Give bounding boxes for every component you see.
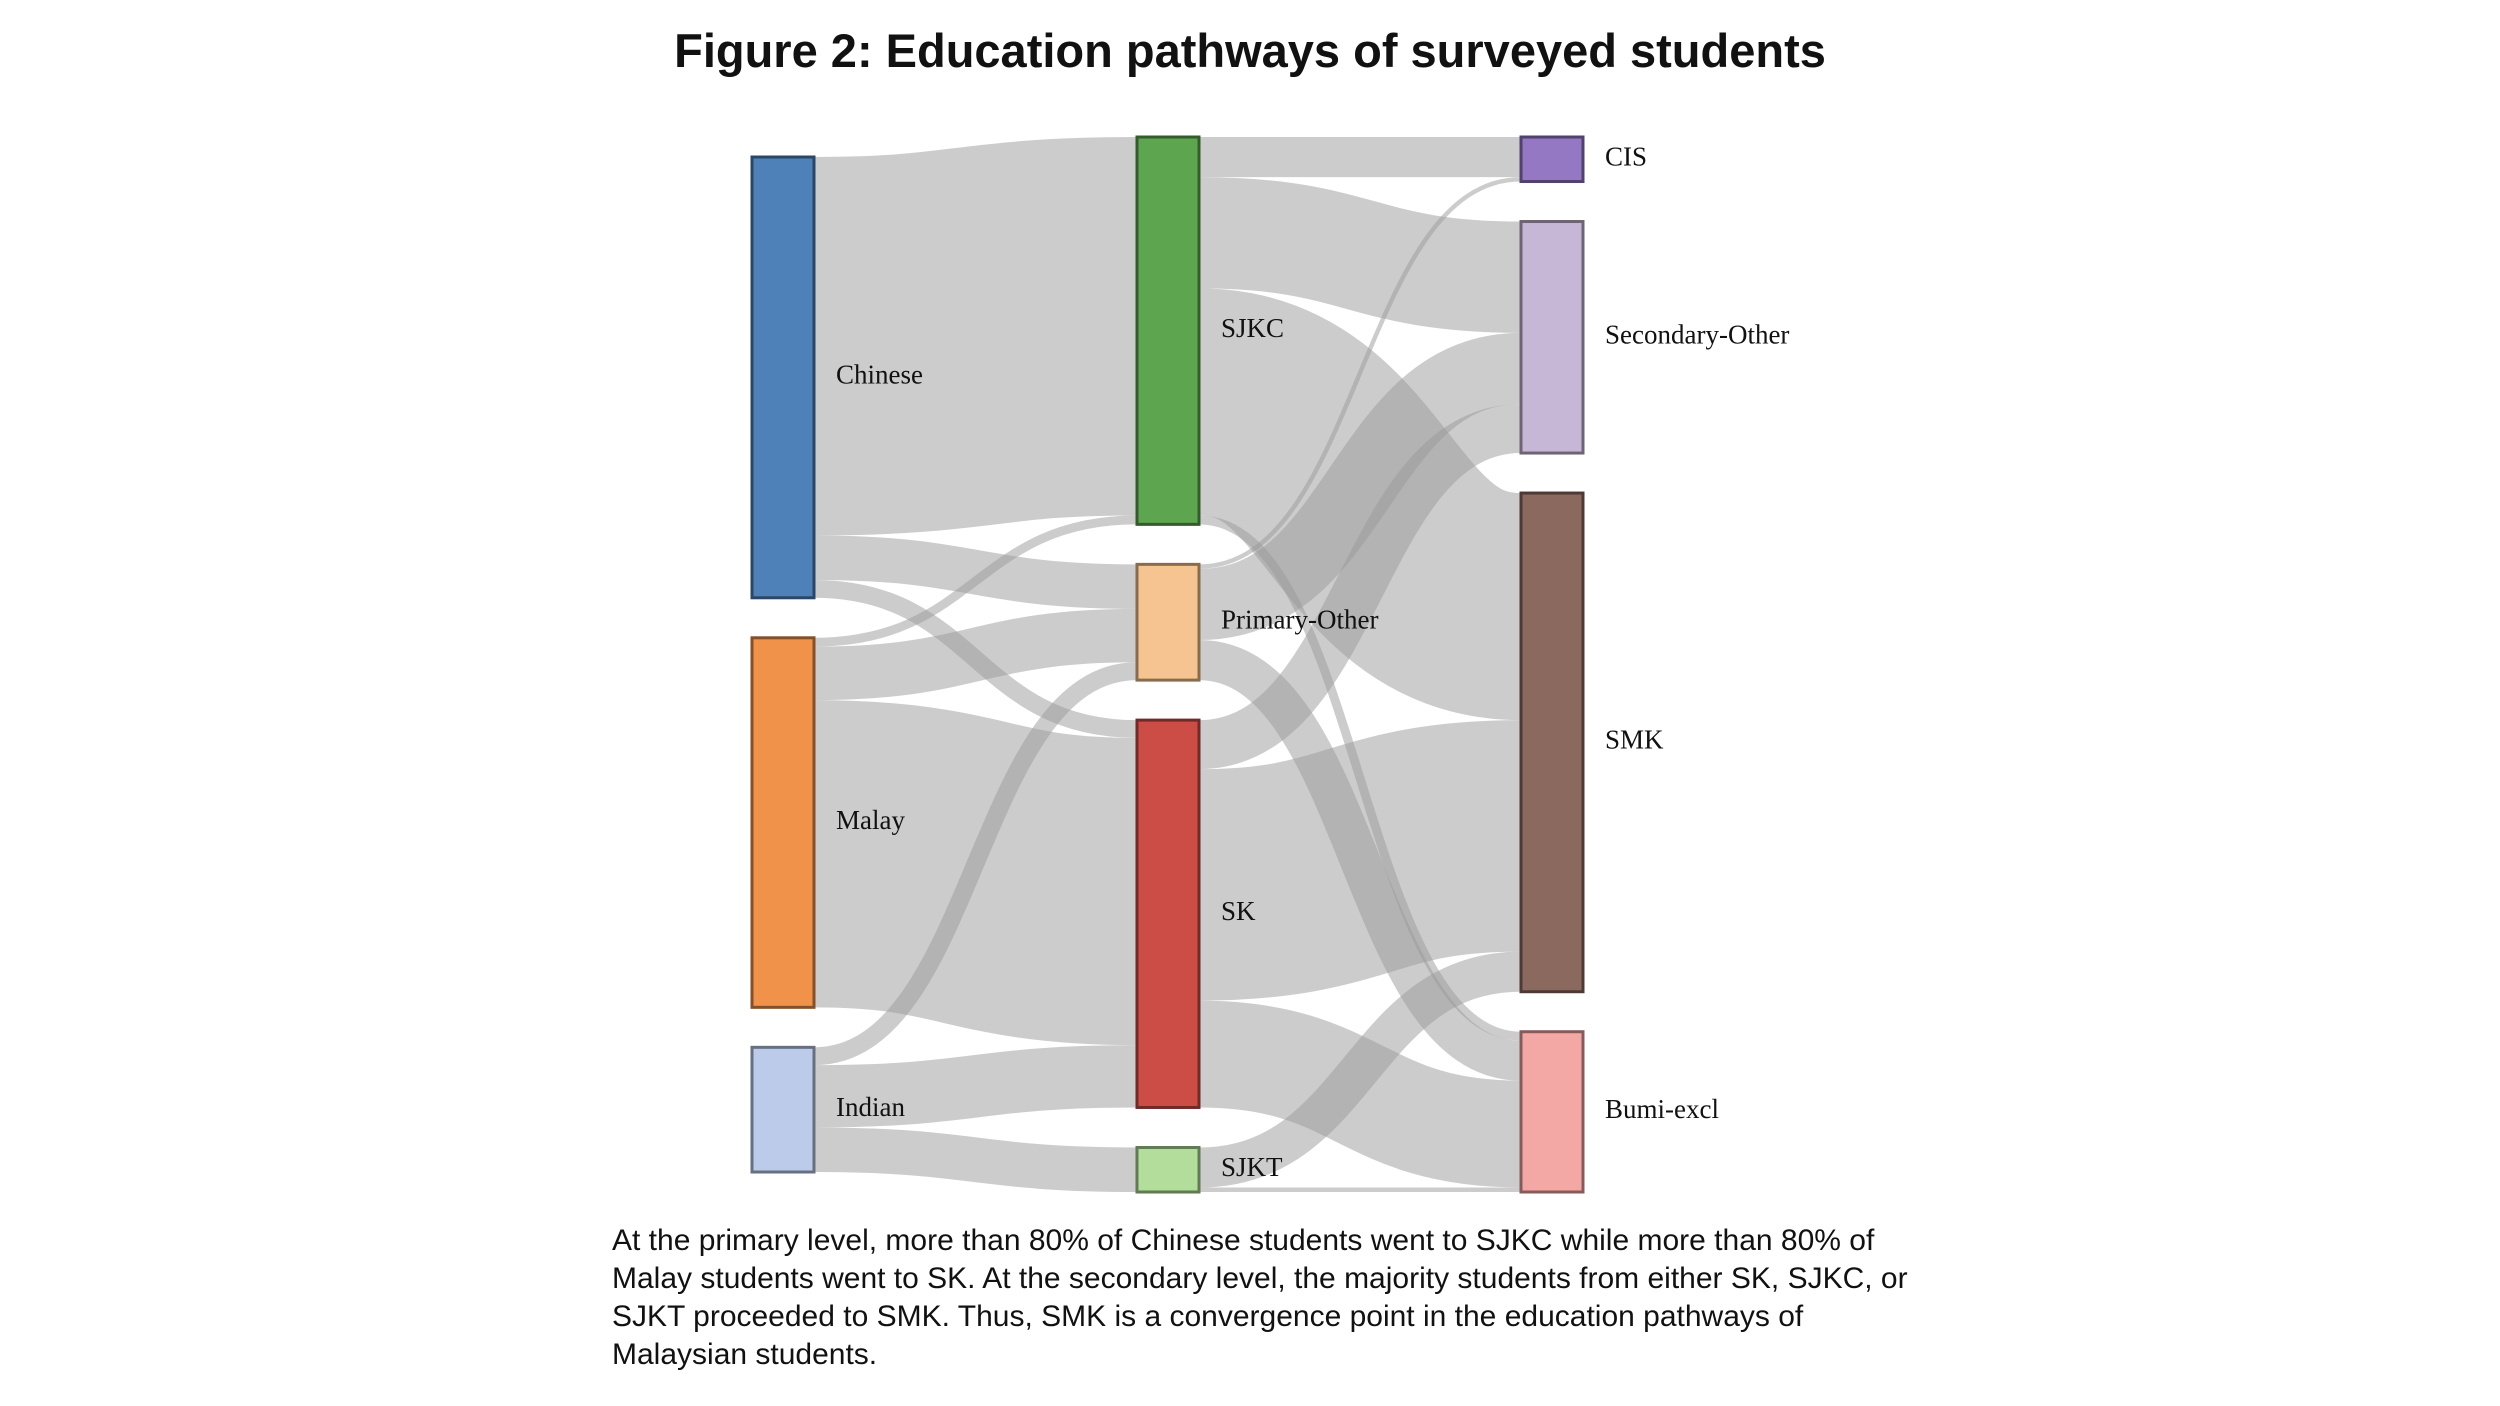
node-sk bbox=[1137, 720, 1199, 1107]
node-label-sjkc: SJKC bbox=[1221, 312, 1285, 343]
node-label-primary-other: Primary-Other bbox=[1221, 604, 1379, 635]
node-primary-other bbox=[1137, 564, 1199, 680]
link-sjkc-to-secondary-other bbox=[1199, 233, 1521, 277]
node-bumi-excl bbox=[1521, 1032, 1583, 1192]
link-chinese-to-sjkc bbox=[814, 326, 1137, 346]
node-sjkt bbox=[1137, 1147, 1199, 1192]
node-label-sk: SK bbox=[1221, 896, 1256, 927]
node-malay bbox=[752, 638, 814, 1008]
node-label-sjkt: SJKT bbox=[1221, 1151, 1283, 1182]
node-label-indian: Indian bbox=[836, 1091, 905, 1122]
node-label-smk: SMK bbox=[1605, 724, 1664, 755]
node-label-malay: Malay bbox=[836, 804, 905, 835]
link-sk-to-smk bbox=[1199, 836, 1521, 885]
node-sjkc bbox=[1137, 137, 1199, 524]
figure-title: Figure 2: Education pathways of surveyed students bbox=[674, 24, 1826, 77]
node-label-cis: CIS bbox=[1605, 141, 1648, 172]
node-secondary-other bbox=[1521, 222, 1583, 454]
node-label-chinese: Chinese bbox=[836, 359, 923, 390]
node-label-bumi-excl: Bumi-excl bbox=[1605, 1094, 1719, 1125]
node-smk bbox=[1521, 493, 1583, 992]
link-indian-to-sjkt bbox=[814, 1150, 1137, 1170]
node-label-secondary-other: Secondary-Other bbox=[1605, 319, 1790, 350]
node-chinese bbox=[752, 157, 814, 598]
node-indian bbox=[752, 1047, 814, 1172]
figure-caption: At the primary level, more than 80% of Chinese students went to SJKC while more than 80% of Malay students went to SK. At the secondary level, the majority students from either SK, SJKC, or SJKT proceeded to SMK. Thus, SMK is a convergence point in the education pathways of Malaysian students. bbox=[612, 1224, 1908, 1371]
node-cis bbox=[1521, 137, 1583, 182]
